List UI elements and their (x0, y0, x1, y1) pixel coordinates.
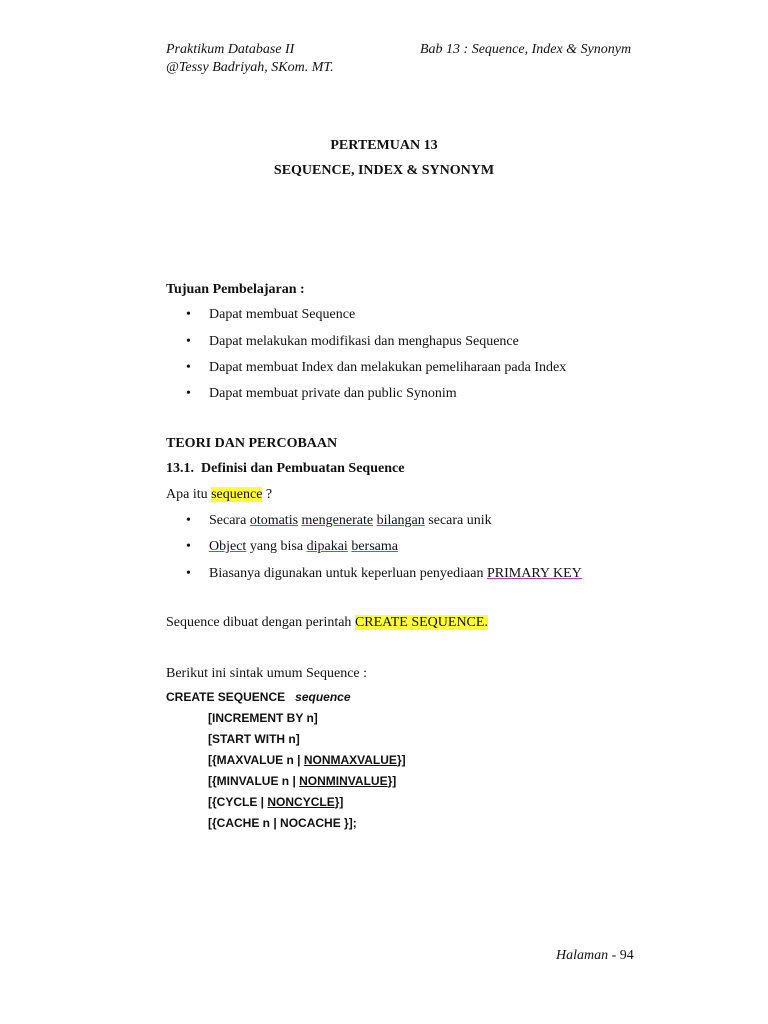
page-label: Halaman (556, 948, 609, 963)
bullet-icon: • (186, 513, 191, 528)
syntax-cache: [{CACHE n | NOCACHE }]; (208, 816, 357, 830)
objective-item: • Dapat membuat private dan public Synonim (186, 386, 457, 401)
objectives-heading: Tujuan Pembelajaran : (166, 282, 305, 297)
question-line: Apa itu sequence ? (166, 487, 273, 502)
syntax-increment: [INCREMENT BY n] (208, 711, 318, 725)
syntax-intro: Berikut ini sintak umum Sequence : (166, 666, 368, 681)
section-heading (166, 461, 404, 477)
primary-key-term: PRIMARY KEY (486, 566, 582, 581)
header-author: @Tessy Badriyah, SKom. MT. (166, 60, 334, 75)
section-title: Definisi dan Pembuatan Sequence (201, 461, 405, 476)
header-course: Praktikum Database II (166, 42, 295, 57)
page-title-line1: PERTEMUAN 13 (330, 138, 438, 153)
bullet-icon: • (186, 307, 191, 322)
theory-heading: TEORI DAN PERCOBAAN (166, 436, 338, 451)
theory-bullet: • Object yang bisa dipakai bersama (186, 539, 398, 554)
bullet-icon: • (186, 566, 191, 581)
syntax-maxvalue: [{MAXVALUE n | NONMAXVALUE}] (208, 753, 406, 767)
highlight-sequence: sequence (211, 487, 263, 502)
syntax-sequence-name: sequence (295, 690, 351, 704)
page-footer (556, 948, 634, 964)
syntax-minvalue: [{MINVALUE n | NONMINVALUE}] (208, 774, 397, 788)
objective-item: • Dapat melakukan modifikasi dan menghapus Sequence (186, 334, 519, 349)
objective-item: • Dapat membuat Sequence (186, 307, 356, 322)
highlight-create-sequence: CREATE SEQUENCE. (354, 615, 488, 630)
bullet-icon: • (186, 334, 191, 349)
bullet-icon: • (186, 539, 191, 554)
theory-bullet: • Secara otomatis mengenerate bilangan secara unik (186, 513, 492, 528)
syntax-start: [START WITH n] (208, 732, 300, 746)
section-number: 13.1. (166, 461, 194, 476)
header-chapter: Bab 13 : Sequence, Index & Synonym (420, 42, 632, 57)
create-line: Sequence dibuat dengan perintah CREATE SEQUENCE. (166, 615, 488, 630)
bullet-icon: • (186, 386, 191, 401)
syntax-create: CREATE SEQUENCE sequence (166, 690, 351, 704)
page-title-line2: SEQUENCE, INDEX & SYNONYM (273, 163, 495, 178)
objective-item: • Dapat membuat Index dan melakukan pemeliharaan pada Index (186, 360, 567, 375)
page-number: - 94 (611, 948, 634, 963)
theory-bullet: • Biasanya digunakan untuk keperluan penyediaan PRIMARY KEY (186, 566, 582, 581)
syntax-cycle: [{CYCLE | NONCYCLE}] (208, 795, 344, 809)
bullet-icon: • (186, 360, 191, 375)
